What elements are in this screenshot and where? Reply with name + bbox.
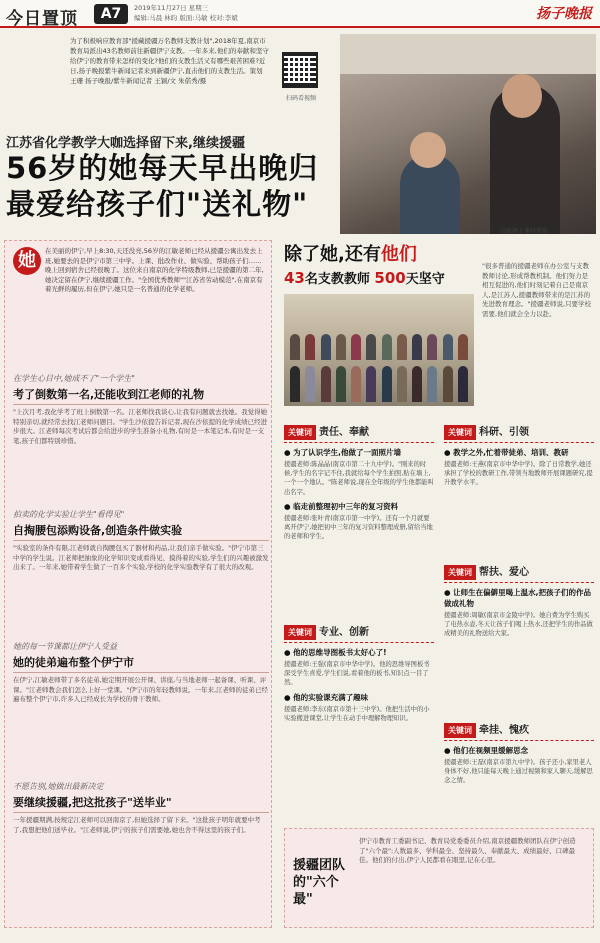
section-2 (13, 509, 269, 573)
header-meta (134, 3, 238, 23)
section-body: "实验室的条件有限,江老师就自掏腰包买了器材和药品,让我们亲手做实验。"伊宁市第三中学的学生说。江老师把抽象的化学知识变成看得见、摸得着的实验,学生们的兴趣被激发出来了。一年来,她带着学生做了一百多个实验,学校的化学实验教学有了很大的改观。 (13, 544, 269, 572)
headline-kicker: 江苏省化学教学大咖选择留下来,继续援疆 (6, 136, 245, 151)
item-title: ● 他们在视频里缓解思念 (444, 746, 529, 755)
date-line: 2019年11月27日 星期三 (134, 4, 209, 12)
item-body: 援疆老师:李东(南京市第十三中学)。他把生活中的小实验搬进课堂,让学生在动手中理解物理知识。 (284, 705, 430, 722)
section-subtitle: 不愿告别,她做出最新决定 (13, 782, 104, 791)
item-body: 援疆老师:周敏(南京市金陵中学)。她自费为学生购买了电热水壶,冬天让孩子们喝上热水,还把学生的作品做成精美的礼物送给大家。 (444, 612, 593, 638)
item-title: ● 让师生在偏僻里喝上温水,把孩子们的作品做成礼物 (444, 588, 592, 608)
section-3 (13, 641, 269, 705)
section-title: 今日置顶 (6, 9, 78, 29)
item-title: ● 为了认识学生,他做了一面照片墙 (284, 448, 402, 457)
section-title: 她的徒弟遍布整个伊宁市 (13, 654, 269, 673)
right-title-highlight: 他们 (380, 244, 417, 265)
keyword-tag: 关键词 (444, 565, 476, 580)
main-photo (340, 34, 596, 234)
stat-teachers-number: 43 (284, 269, 305, 287)
keyword-block-3 (284, 620, 434, 723)
keyword-label: 牵挂、愧疚 (479, 725, 529, 736)
item-body: 援疆老师:陈晶晶(南京市第二十九中学)。"刚来的时候,学生的名字记不住,我就给每个学生拍照,贴在墙上,一个一个地认。"陈老师说,现在全年级的学生他都能叫出名字。 (284, 461, 434, 496)
item-title: ● 教学之外,忙着带徒弟、培训、教研 (444, 448, 569, 457)
page-header (0, 0, 600, 28)
item-body: 援疆老师:王强(南京市中华中学)。他的思维导图板书深受学生喜爱,学生们说,看着他的板书,知识点一目了然。 (284, 661, 430, 687)
keyword-block-1 (284, 420, 434, 541)
group-photo (284, 294, 474, 406)
brand-logo: 扬子晚报 (536, 6, 592, 22)
qr-code-icon[interactable] (282, 52, 318, 88)
section-subtitle: 她的每一节课都让伊宁人受益 (13, 642, 117, 651)
dropcap: 她 (13, 247, 41, 275)
section-title: 自掏腰包添购设备,创造条件做实验 (13, 522, 269, 541)
staff-line: 编辑:马晨 林昀 版面:马敏 校对:李斌 (134, 14, 238, 22)
item-title: ● 临走前整理初中三年的复习资料 (284, 501, 399, 511)
item-title: ● 他的思维导图板书太好心了! (284, 648, 387, 657)
main-headline (6, 150, 346, 222)
keyword-label: 帮扶、爱心 (479, 567, 529, 578)
item-body: 援疆老师:张叶青(南京市第一中学)。还有一个月就要离开伊宁,她把初中三年的复习资料整理成册,留给当地的老师和学生。 (284, 514, 433, 541)
item-body: 援疆老师:王磊(南京市第九中学)。孩子还小,家里老人身体不好,他只能每天晚上通过视频和家人聊天,缓解思念之情。 (444, 759, 593, 785)
keyword-tag: 关键词 (284, 425, 316, 440)
headline-line-1: 56岁的她每天早出晚归 (6, 151, 319, 185)
summary-band (284, 828, 594, 928)
band-body: 伊宁市教育工委副书记、教育局党委委员介绍,南京援疆教师团队在伊宁创造了"六个最":人数最多、学科最全、坚持最久、奉献最大、成绩最好、口碑最佳。他们的付出,伊宁人民都看在眼里,记在心里。 (359, 837, 576, 865)
qr-caption: 扫码看视频 (285, 95, 316, 102)
keyword-tag: 关键词 (284, 625, 316, 640)
page-number-badge: A7 (94, 4, 128, 24)
intro-text: 为了积极响应教育部"援藏援疆万名教师支教计划",2018年夏,南京市教育局派出43名教师前往新疆伊宁支教。一年多来,他们的奉献和坚守给伊宁的教育带来怎样的变化?他们的支教生活又有哪些艰苦困难?近日,扬子晚报紫牛新闻记者来到新疆伊宁,直击他们的支教生活。策划 王珊 扬子晚报/紫牛新闻记者 王颖/文 朱偌秀/摄 (70, 37, 269, 85)
pull-quote: "很多普通的援疆老师在办公室与支教教师讨论,形成帮教机制。他们努力是相互促进的,他们时刻记着自己是南京人,是江苏人,援疆教师带来的是江苏的先进教育理念。"援疆老师说,只要学校需要,他们就会全力以赴。 (482, 262, 592, 318)
keyword-block-5 (444, 718, 594, 786)
section-1 (13, 373, 269, 446)
keyword-block-4 (444, 560, 594, 639)
section-title: 要继续援疆,把这批孩子"送毕业" (13, 794, 269, 813)
section-title: 考了倒数第一名,还能收到江老师的礼物 (13, 386, 269, 405)
keyword-label: 科研、引领 (479, 427, 529, 438)
stat-days-number: 500 (374, 269, 406, 287)
keyword-tag: 关键词 (444, 723, 476, 738)
item-body: 援疆老师:王燕(南京市中华中学)。除了日常教学,她还承担了学校的教研工作,带领当地教师开展课题研究,提升教学水平。 (444, 461, 593, 487)
keyword-tag: 关键词 (444, 425, 476, 440)
photo-caption: 吴敏捷上课时情景。 (500, 228, 555, 235)
lead-paragraph: 在美丽的伊宁,早上8:30,天还没亮,56岁的江敏老师已经从援疆公寓出发去上班,她要去的是伊宁市第三中学。上课、批改作业、做实验、帮助孩子们……晚上回到宿舍已经很晚了。这位来自南京的化学特级教师,已是援疆的第二年,她决定留在伊宁,继续援疆工作。"全国优秀教师""江苏省劳动模范",在南京有着光鲜的履历,但在伊宁,她只是一名普通的化学老师。 (45, 247, 264, 294)
section-body: 在伊宁,江敏老师带了多名徒弟,她定期开展公开课、讲座,与当地老师一起备课、听课、评课。"江老师教会我们怎么上好一堂课。"伊宁市的年轻教师说。一年来,江老师的徒弟已经遍布整个伊宁市,许多人已经成长为学校的骨干教师。 (13, 676, 269, 704)
keyword-label: 专业、创新 (319, 627, 369, 638)
section-body: "上次月考,我化学考了班上倒数第一名。江老师找我谈心,让我有问题就去找她。我觉得她特别亲切,就经常去找江老师问题目。"学生沙依提告诉记者,现在沙依提的化学成绩已经进步很大。江老师每次考试后都会给进步的学生准备小礼物,有时是一本笔记本,有时是一支笔,孩子们都特别珍惜。 (13, 408, 268, 445)
keyword-label: 责任、奉献 (319, 427, 369, 438)
keyword-block-2 (444, 420, 594, 488)
band-title: 援疆团队的"六个最" (293, 858, 346, 907)
left-article (4, 240, 272, 928)
stat-days-label: 天坚守 (405, 272, 445, 287)
item-title: ● 他的实验课充满了趣味 (284, 692, 369, 702)
right-title-prefix: 除了她,还有 (284, 244, 381, 265)
headline-line-2: 最爱给孩子们"送礼物" (6, 187, 309, 221)
right-title (284, 240, 417, 266)
section-subtitle: 在学生心目中,她成不了"一个学生" (13, 374, 135, 383)
section-4 (13, 781, 269, 835)
stats-line (284, 268, 445, 287)
section-body: 一年援疆期满,按规定江老师可以回南京了,但她选择了留下来。"这批孩子明年就要中考了,我想把他们送毕业。"江老师说,伊宁的孩子们需要她,她也舍不得这里的孩子们。 (13, 816, 261, 834)
stat-teachers-label: 名支教教师 (304, 272, 370, 287)
section-subtitle: 拍卖的化学实验让学生"看得见" (13, 510, 125, 519)
